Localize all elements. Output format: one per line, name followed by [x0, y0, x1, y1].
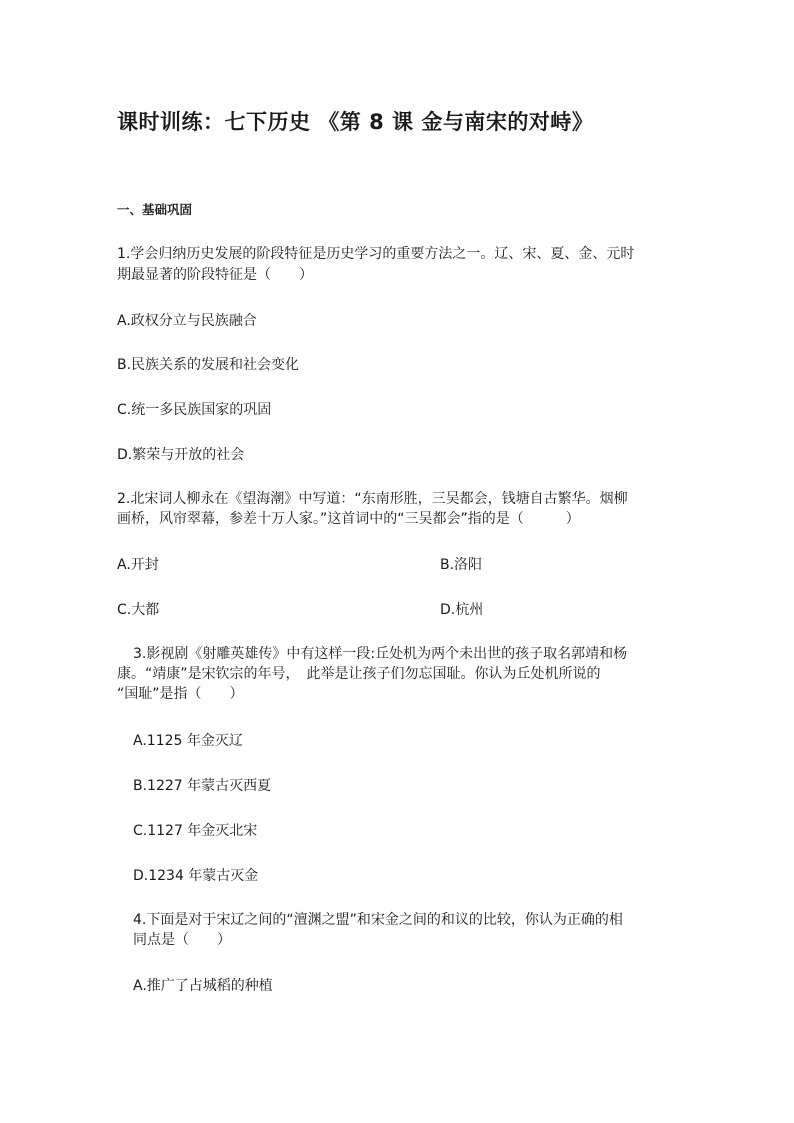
- question-3-line-3: “国耻”是指（ ）: [117, 686, 244, 702]
- question-2-option-b: B.洛阳: [440, 557, 483, 573]
- question-1-option-a: A.政权分立与民族融合: [117, 313, 257, 329]
- page-title: 课时训练：七下历史 《第 8 课 金与南宋的对峙》: [117, 110, 594, 134]
- question-2-option-a: A.开封: [117, 557, 159, 573]
- question-3-option-b: B.1227 年蒙古灭西夏: [133, 778, 272, 794]
- question-4-line-2: 同点是（ ）: [133, 932, 231, 948]
- question-1-line-1: 1.学会归纳历史发展的阶段特征是历史学习的重要方法之一。辽、宋、夏、金、元时: [117, 246, 635, 262]
- question-2-option-d: D.杭州: [440, 602, 484, 618]
- question-2-option-c: C.大都: [117, 602, 160, 618]
- question-3-option-c: C.1127 年金灭北宋: [133, 823, 258, 839]
- question-2-line-2: 画桥，风帘翠幕，参差十万人家。”这首词中的“三吴都会”指的是（ ）: [117, 511, 580, 527]
- question-3-option-d: D.1234 年蒙古灭金: [133, 868, 259, 884]
- question-1-option-c: C.统一多民族国家的巩固: [117, 402, 272, 418]
- question-3-option-a: A.1125 年金灭辽: [133, 733, 243, 749]
- section-heading: 一、基础巩固: [117, 202, 193, 217]
- question-1-line-2: 期最显著的阶段特征是（ ）: [117, 267, 313, 283]
- question-2-line-1: 2.北宋词人柳永在《望海潮》中写道：“东南形胜，三吴都会，钱塘自古繁华。烟柳: [117, 491, 628, 507]
- question-1-option-d: D.繁荣与开放的社会: [117, 447, 245, 463]
- question-4-line-1: 4.下面是对于宋辽之间的“澶渊之盟”和宋金之间的和议的比较，你认为正确的相: [133, 912, 623, 928]
- question-4-option-a: A.推广了占城稻的种植: [133, 978, 273, 994]
- question-3-line-2: 康。“靖康”是宋钦宗的年号， 此举是让孩子们勿忘国耻。你认为丘处机所说的: [117, 666, 601, 682]
- question-3-line-1: 3.影视剧《射雕英雄传》中有这样一段:丘处机为两个未出世的孩子取名郭靖和杨: [133, 646, 628, 662]
- question-1-option-b: B.民族关系的发展和社会变化: [117, 357, 300, 373]
